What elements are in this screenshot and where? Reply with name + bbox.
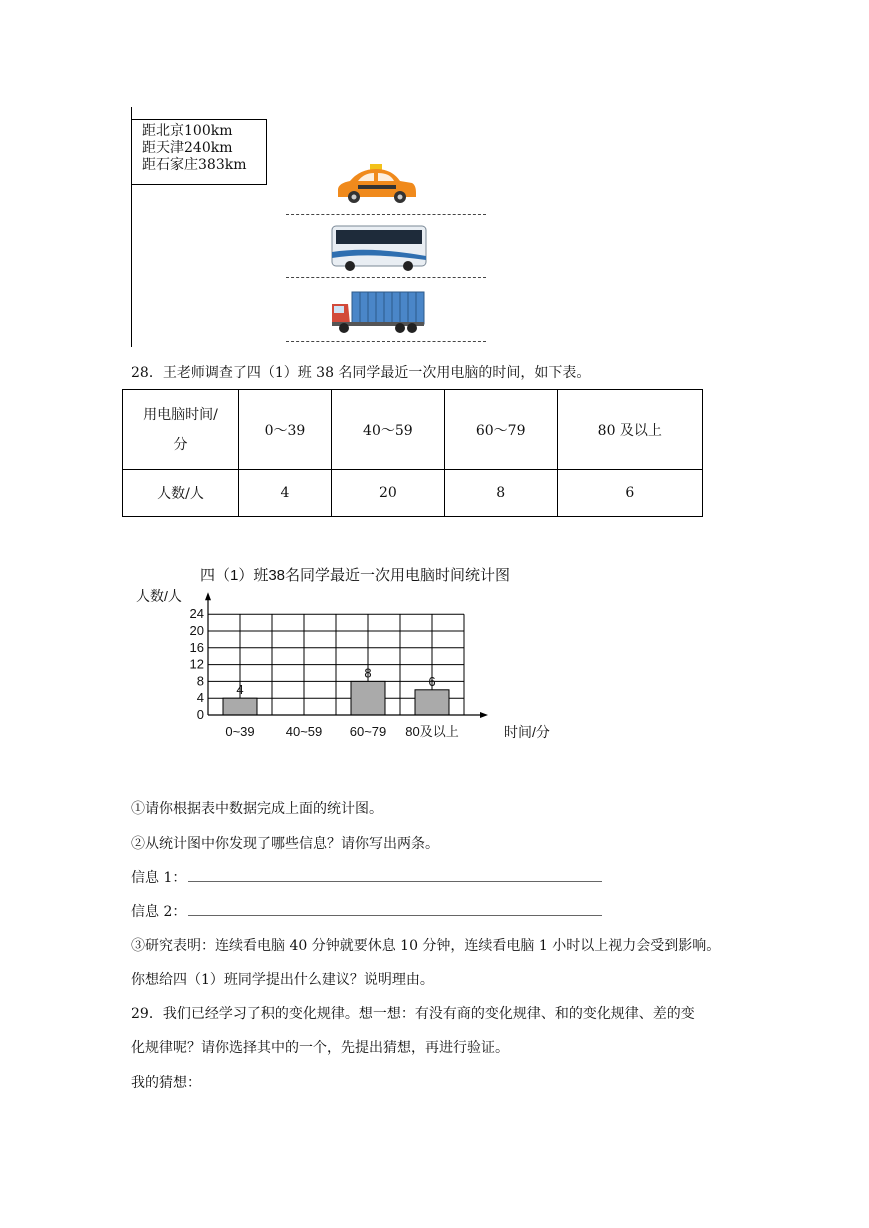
bar — [223, 698, 257, 715]
q29-guess-label: 我的猜想： — [131, 1075, 201, 1091]
y-tick-label: 4 — [196, 690, 204, 706]
info1-label: 信息 1： — [131, 870, 187, 886]
x-tick-label: 80及以上 — [405, 724, 459, 739]
chart-labels — [190, 606, 459, 739]
sign-line-tianjin: 距天津240km — [142, 140, 233, 156]
table-cell: 6 — [557, 470, 702, 517]
y-axis-arrow — [205, 592, 211, 600]
chart-y-axis-label: 人数/人 — [136, 588, 182, 604]
q29-line2: 化规律呢？请你选择其中的一个，先提出猜想，再进行验证。 — [131, 1040, 509, 1056]
q28-sub2: ②从统计图中你发现了哪些信息？请你写出两条。 — [131, 836, 439, 852]
table-column-header: 40～59 — [331, 390, 444, 470]
bar-value-label: 4 — [236, 682, 244, 698]
q28-sub3-line2: 你想给四（1）班同学提出什么建议？说明理由。 — [131, 972, 434, 988]
table-column-header: 60～79 — [444, 390, 557, 470]
table-cell: 20 — [331, 470, 444, 517]
table-cell: 8 — [444, 470, 557, 517]
y-tick-label: 12 — [189, 656, 204, 672]
bar-value-label: 6 — [428, 673, 436, 689]
bar-chart — [130, 558, 570, 748]
truck-icon — [330, 290, 426, 334]
bar — [351, 681, 385, 715]
chart-title: 四（1）班38名同学最近一次用电脑时间统计图 — [200, 567, 511, 584]
info1-answer-line[interactable] — [188, 881, 602, 882]
q28-sub3-line1: ③研究表明：连续看电脑 40 分钟就要休息 10 分钟，连续看电脑 1 小时以上视力会受到影响。 — [131, 938, 721, 954]
lane-divider — [286, 341, 486, 342]
header-label-line2: 分 — [173, 436, 188, 453]
y-tick-label: 0 — [196, 707, 204, 722]
taxi-icon — [336, 163, 418, 205]
bar — [415, 690, 449, 715]
table-column-header: 80 及以上 — [557, 390, 702, 470]
y-tick-label: 20 — [189, 623, 204, 638]
x-tick-label: 0~39 — [225, 724, 255, 739]
table-header-label — [123, 390, 239, 470]
x-axis-arrow — [480, 712, 488, 718]
info2-answer-line[interactable] — [188, 915, 602, 916]
distance-sign — [131, 119, 267, 185]
q28-intro: 28．王老师调查了四（1）班 38 名同学最近一次用电脑的时间，如下表。 — [131, 365, 591, 381]
table-column-header: 0～39 — [239, 390, 332, 470]
q29-line1: 29．我们已经学习了积的变化规律。想一想：有没有商的变化规律、和的变化规律、差的变 — [131, 1006, 695, 1022]
header-label-line1: 用电脑时间/ — [143, 406, 218, 423]
x-tick-label: 60~79 — [349, 724, 387, 739]
chart-x-axis-label: 时间/分 — [504, 724, 550, 740]
sign-line-beijing: 距北京100km — [142, 123, 233, 139]
bus-icon — [330, 222, 428, 272]
y-tick-label: 16 — [189, 639, 204, 655]
y-tick-label: 8 — [196, 673, 204, 689]
sign-line-shijiazhuang: 距石家庄383km — [142, 157, 247, 173]
lane-divider — [286, 277, 486, 278]
table-row-label: 人数/人 — [123, 470, 239, 517]
table-cell: 4 — [239, 470, 332, 517]
x-tick-label: 40~59 — [285, 724, 323, 739]
y-tick-label: 24 — [189, 606, 204, 622]
q28-sub1: ①请你根据表中数据完成上面的统计图。 — [131, 801, 383, 817]
usage-table — [122, 389, 703, 517]
info2-label: 信息 2： — [131, 904, 187, 920]
lane-divider — [286, 214, 486, 215]
bar-value-label: 8 — [364, 665, 372, 681]
